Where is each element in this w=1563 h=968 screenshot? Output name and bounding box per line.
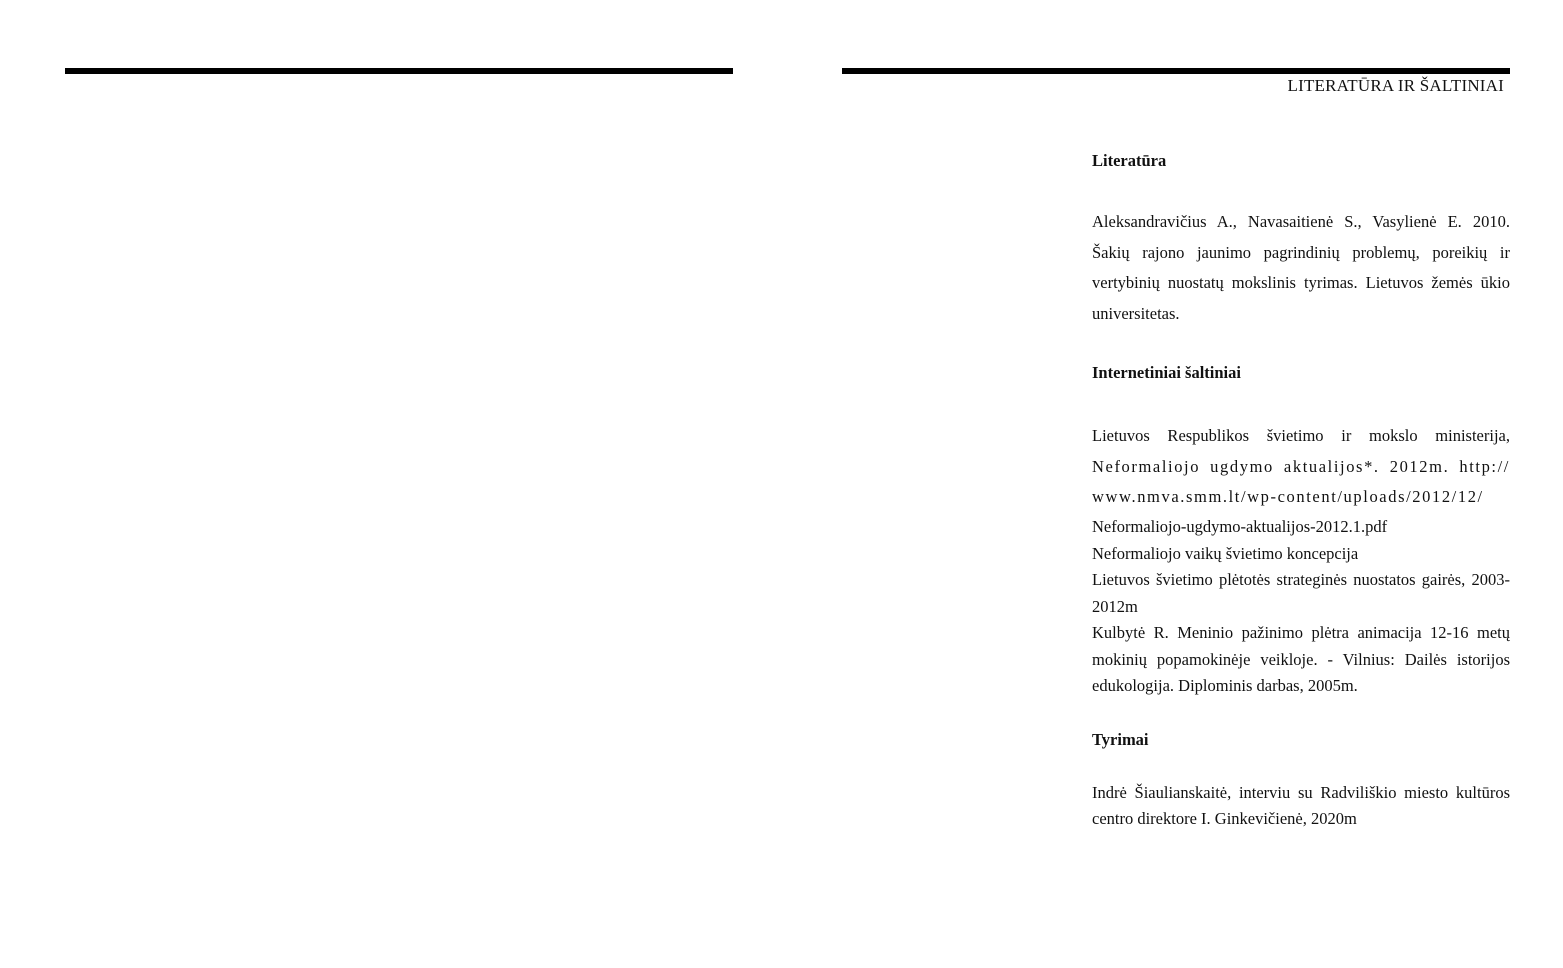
internet-source-entry-4: Kulbytė R. Meninio pažinimo plėtra animacija 12-16 metų mokinių popamokinėje veikloje. - Vilnius: Dailės istorijos edukologija. Diplominis darbas, 2005m. — [1092, 623, 1510, 695]
internet-source-entry-1 — [1092, 421, 1510, 541]
literature-heading: Literatūra — [1092, 151, 1167, 170]
internet-source-entry-1-line-2: Neformaliojo ugdymo aktualijos*. 2012m. http:// — [1092, 456, 1510, 476]
research-entry: Indrė Šiaulianskaitė, interviu su Radviliškio miesto kultūros centro direktore I. Ginkevičienė, 2020m — [1092, 782, 1510, 828]
internet-sources-heading: Internetiniai šaltiniai — [1092, 363, 1241, 382]
right-page-top-rule — [842, 68, 1510, 74]
internet-source-entry-3: Lietuvos švietimo plėtotės strateginės nuostatos gairės, 2003-2012m — [1092, 570, 1510, 616]
running-header: LITERATŪRA IR ŠALTINIAI — [1287, 76, 1504, 95]
literature-entry: Aleksandravičius A., Navasaitienė S., Vasylienė E. 2010. Šakių rajono jaunimo pagrindinių problemų, poreikių ir vertybinių nuostatų mokslinis tyrimas. Lietuvos žemės ūkio universitetas. — [1092, 212, 1510, 323]
research-heading: Tyrimai — [1092, 729, 1149, 749]
internet-source-entry-1-line-1: Lietuvos Respublikos švietimo ir mokslo ministerija, — [1092, 426, 1510, 445]
internet-source-entry-2: Neformaliojo vaikų švietimo koncepcija — [1092, 543, 1359, 563]
left-page-top-rule — [65, 68, 733, 74]
internet-source-entry-1-url: www.nmva.smm.lt/wp-content/uploads/2012/12/ — [1092, 487, 1484, 506]
references-content — [1092, 148, 1510, 833]
internet-source-entry-1-line-4: Neformaliojo-ugdymo-aktualijos-2012.1.pdf — [1092, 516, 1388, 536]
